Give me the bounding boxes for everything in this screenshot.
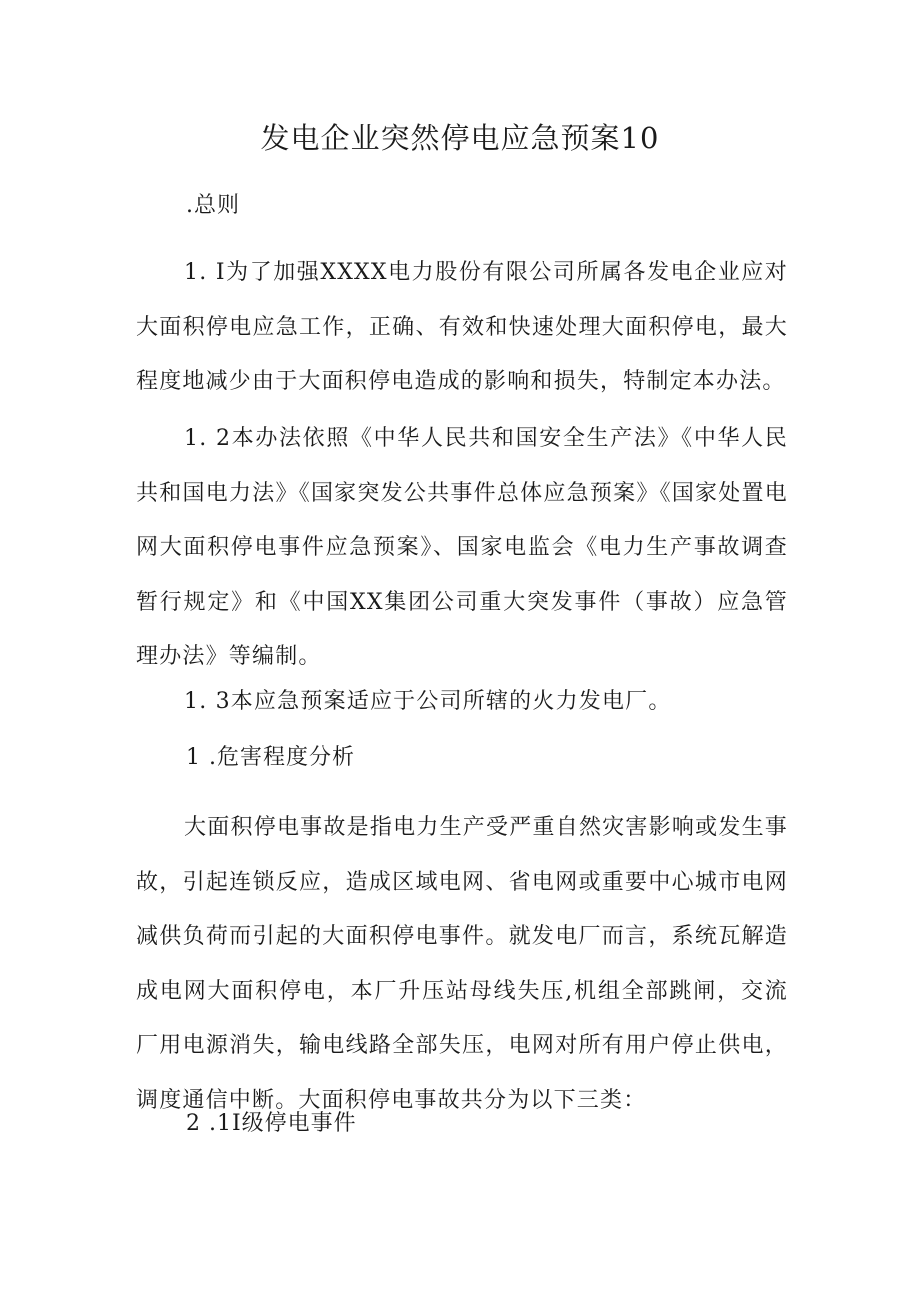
paragraph-1-2 <box>136 412 788 685</box>
paragraph-1-1-text: 1. I为了加强XXXX电力股份有限公司所属各发电企业应对大面积停电应急工作，正确、有效和快速处理大面积停电，最大程度地减少由于大面积停电造成的影响和损失，特制定本办法。 <box>136 260 788 394</box>
paragraph-hazard-text: 大面积停电事故是指电力生产受严重自然灾害影响或发生事故，引起连锁反应，造成区域电网、省电网或重要中心城市电网减供负荷而引起的大面积停电事件。就发电厂而言，系统瓦解造成电网大面积停电，本厂升压站母线失压,机组全部跳闸，交流厂用电源消失，输电线路全部失压，电网对所有用户停止供电，调度通信中断。大面积停电事故共分为以下三类： <box>136 815 788 1113</box>
section-heading-general: .总则 <box>186 193 240 218</box>
paragraph-1-2-text: 1. 2本办法依照《中华人民共和国安全生产法》《中华人民共和国电力法》《国家突发公共事件总体应急预案》《国家处置电网大面积停电事件应急预案》、国家电监会《电力生产事故调查暂行规定》和《中国XX集团公司重大突发事件（事故）应急管理办法》等编制。 <box>136 426 788 669</box>
paragraph-1-3-text: 1. 3本应急预案适应于公司所辖的火力发电厂。 <box>184 689 672 714</box>
paragraph-hazard <box>136 801 788 1128</box>
section-heading-hazard: 1 .危害程度分析 <box>186 745 355 770</box>
document-title: 发电企业突然停电应急预案10 <box>260 121 660 155</box>
section-heading-level-1: 2 .1I级停电事件 <box>186 1111 357 1136</box>
paragraph-1-3 <box>136 687 788 717</box>
paragraph-1-1 <box>136 246 788 410</box>
